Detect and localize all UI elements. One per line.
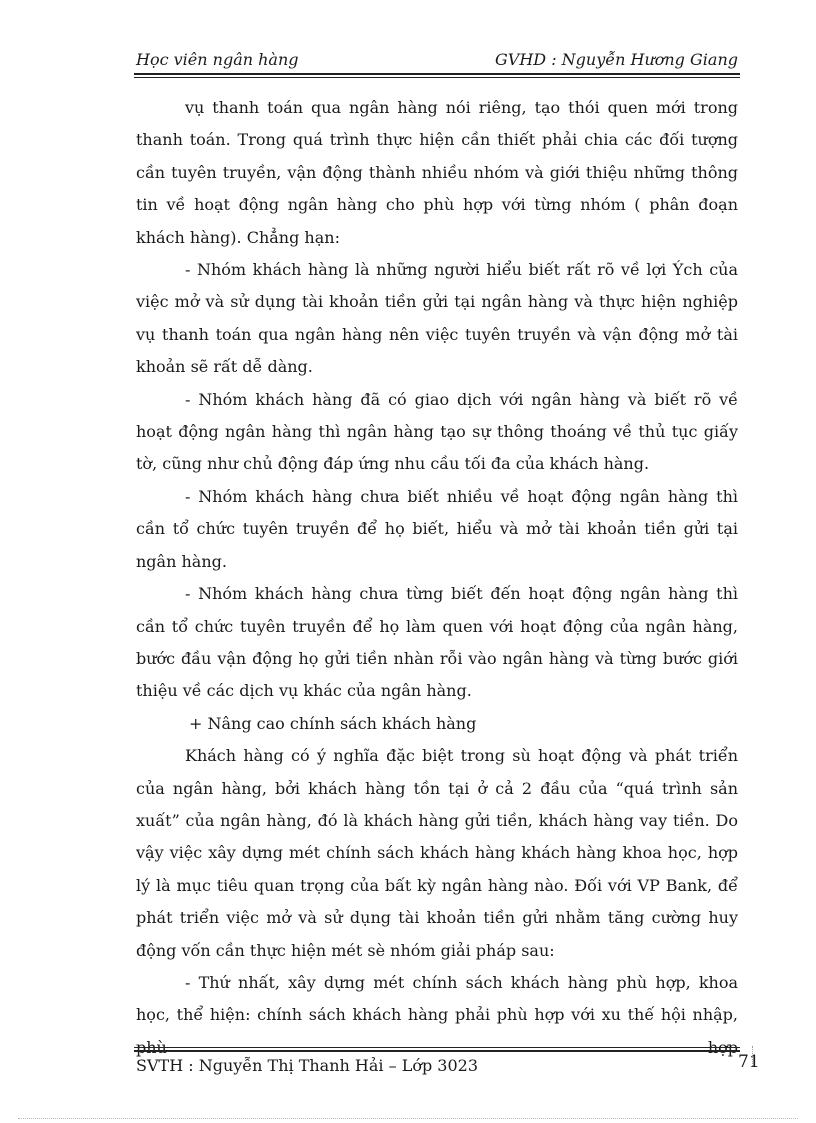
paragraph-bullet: - Nhóm khách hàng chưa từng biết đến hoạt động ngân hàng thì cần tổ chức tuyên truyền để họ làm quen với hoạt động của ngân hàng, bước đầu vận động họ gửi tiền nhàn rỗi vào ngân hàng và từng bước giới thiệu về các dịch vụ khác của ngân hàng. [136,584,738,701]
paragraph-bullet: - Nhóm khách hàng là những người hiểu biết rất rõ về lợi Ých của việc mở và sử dụng tài khoản tiền gửi tại ngân hàng và thực hiện nghiệp vụ thanh toán qua ngân hàng nên việc tuyên truyền và vận động mở tài khoản sẽ rất dễ dàng. [136,260,738,377]
paragraph: Khách hàng có ý nghĩa đặc biệt trong sù hoạt động và phát triển của ngân hàng, bởi khách hàng tồn tại ở cả 2 đầu của “quá trình sản xuất” của ngân hàng, đó là khách hàng gửi tiền, khách hàng vay tiền. Do vậy việc xây dựng mét chính sách khách hàng khách hàng khoa học, hợp lý là mục tiêu quan trọng của bất kỳ ngân hàng nào. Đối với VP Bank, để phát triển việc mở và sử dụng tài khoản tiền gửi nhằm tăng cường huy động vốn cần thực hiện mét sè nhóm giải pháp sau: [136,746,738,960]
footer-author: SVTH : Nguyễn Thị Thanh Hải – Lớp 3023 [136,1056,478,1075]
footer-rule-thin [134,1047,740,1048]
header-rule-thin [134,77,740,78]
body-text [136,92,738,1064]
header-institution: Học viên ngân hàng [136,50,299,69]
page-edge-marker [752,1046,754,1066]
paragraph-bullet: - Thứ nhất, xây dựng mét chính sách khách hàng phù hợp, khoa học, thể hiện: chính sách khách hàng phải phù hợp với xu thế hội nhập, phù hợp [136,972,738,1057]
section-subheading: + Nâng cao chính sách khách hàng [189,713,477,733]
page-number: 71 [738,1052,760,1072]
paragraph: vụ thanh toán qua ngân hàng nói riêng, tạo thói quen mới trong thanh toán. Trong quá trình thực hiện cần thiết phải chia các đối tượng cần tuyên truyền, vận động thành nhiều nhóm và giới thiệu những thông tin về hoạt động ngân hàng cho phù hợp với từng nhóm ( phân đoạn khách hàng). Chẳng hạn: [136,98,738,247]
page-header [136,50,738,72]
footer-rule [134,1050,740,1052]
paragraph-bullet: - Nhóm khách hàng chưa biết nhiều về hoạt động ngân hàng thì cần tổ chức tuyên truyền để họ biết, hiểu và mở tài khoản tiền gửi tại ngân hàng. [136,486,738,571]
paragraph-bullet: - Nhóm khách hàng đã có giao dịch với ngân hàng và biết rõ về hoạt động ngân hàng thì ngân hàng tạo sự thông thoáng về thủ tục giấy tờ, cũng như chủ động đáp ứng nhu cầu tối đa của khách hàng. [136,389,738,474]
page-bottom-border [18,1118,798,1119]
header-advisor: GVHD : Nguyễn Hương Giang [494,50,738,69]
header-rule [134,73,740,75]
